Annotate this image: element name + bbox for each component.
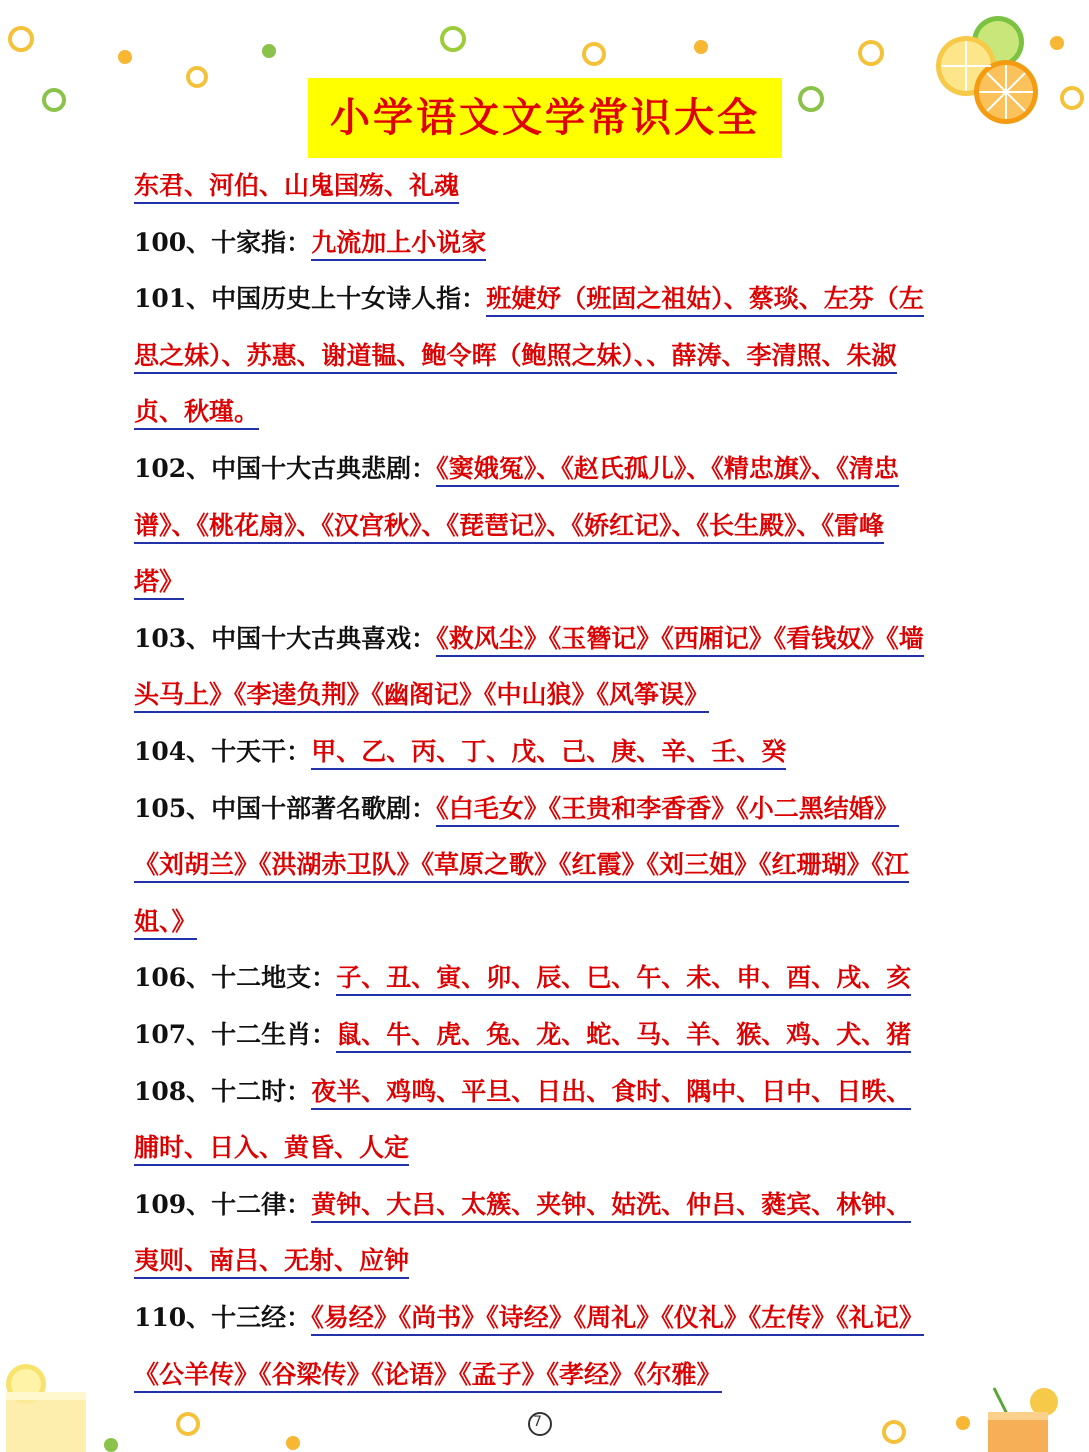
decor-dot [118,50,132,64]
item-label: 105、中国十部著名歌剧： [134,793,437,823]
item-label: 100、十家指： [134,227,312,257]
item-answer: 鼠、牛、虎、兔、龙、蛇、马、羊、猴、鸡、犬、猪 [336,1020,911,1053]
lemon-slice-icon [936,14,1076,126]
decor-ring [440,26,466,52]
decor-ring [798,86,824,112]
content-line [134,894,197,950]
content-line [134,1064,911,1120]
content-line [134,611,924,667]
content-line [134,384,259,440]
content-line [134,781,899,837]
item-label: 107、十二生肖： [134,1020,337,1049]
item-answer: 班婕妤（班固之祖姑）、蔡琰、左芬（左 [486,284,924,317]
content-line [134,158,459,214]
decor-ring [8,26,34,52]
item-answer: 甲、乙、丙、丁、戊、己、庚、辛、壬、癸 [311,737,786,770]
item-label: 108、十二时： [134,1076,312,1106]
item-answer: 夜半、鸡鸣、平旦、日出、食时、隅中、日中、日昳、 [311,1077,911,1110]
item-answer: 《窦娥冤》、《赵氏孤儿》、《精忠旗》、《清忠 [436,454,899,487]
decor-ring [882,1420,906,1444]
item-answer: 《刘胡兰》《洪湖赤卫队》《草原之歌》《红霞》《刘三姐》《红珊瑚》《江 [134,850,909,883]
item-label: 103、中国十大古典喜戏： [134,623,437,653]
content-line [134,328,897,384]
item-answer: 夷则、南吕、无射、应钟 [134,1246,409,1279]
item-label: 104、十天干： [134,737,312,766]
item-answer: 《白毛女》《王贵和李香香》《小二黑结婚》 [436,794,899,827]
content-line [134,498,884,554]
content-line [134,1177,911,1233]
content-line [134,1347,722,1403]
decor-dot [286,1436,300,1450]
item-answer: 子、丑、寅、卯、辰、巳、午、未、申、酉、戌、亥 [336,963,911,996]
decor-dot [104,1438,118,1452]
item-answer: 脯时、日入、黄昏、人定 [134,1133,409,1166]
item-label: 102、中国十大古典悲剧： [134,454,437,483]
item-answer: 塔》 [134,567,184,600]
item-answer: 姐、》 [134,907,197,940]
item-answer: 东君、河伯、山鬼国殇、礼魂 [134,171,459,204]
item-answer: 《易经》《尚书》《诗经》《周礼》《仪礼》《左传》《礼记》 [311,1303,924,1336]
item-answer: 九流加上小说家 [311,228,486,261]
content-line [134,215,486,271]
decor-dot [956,1416,970,1430]
item-label: 110、十三经： [134,1303,312,1332]
decor-ring [176,1412,200,1436]
item-label: 106、十二地支： [134,963,337,993]
content-line [134,1120,409,1176]
content-line [134,724,786,780]
decor-ring [582,42,606,66]
content-line [134,1290,924,1346]
content-line [134,1233,409,1289]
juice-glass-icon [0,1362,100,1452]
decor-ring [42,88,66,112]
item-answer: 贞、秋瑾。 [134,397,259,430]
item-answer: 《公羊传》《谷梁传》《论语》《孟子》《孝经》《尔雅》 [134,1360,722,1393]
content-line [134,554,184,610]
decor-ring [186,66,208,88]
orange-juice-icon [974,1386,1084,1452]
content-line [134,837,909,893]
item-answer: 《救风尘》《玉簪记》《西厢记》《看钱奴》《墙 [436,624,924,657]
content-line [134,441,899,497]
content-line [134,1007,911,1063]
decor-ring [858,40,884,66]
decor-dot [262,44,276,58]
content-line [134,950,911,1006]
content-line [134,667,709,723]
item-answer: 思之妹）、苏惠、谢道韫、鲍令晖（鲍照之妹）、、薛涛、李清照、朱淑 [134,341,897,374]
page-title: 小学语文文学常识大全 [330,95,760,141]
item-answer: 头马上》《李逵负荆》《幽阁记》《中山狼》《风筝误》 [134,680,709,713]
item-answer: 谱》、《桃花扇》、《汉宫秋》、《琵琶记》、《娇红记》、《长生殿》、《雷峰 [134,511,884,544]
content-line [134,271,924,327]
item-answer: 黄钟、大吕、太簇、夹钟、姑洗、仲吕、蕤宾、林钟、 [311,1190,911,1223]
decor-dot [694,40,708,54]
item-label: 109、十二律： [134,1189,312,1219]
page-number: 7 [533,1414,542,1430]
item-label: 101、中国历史上十女诗人指： [134,284,487,314]
